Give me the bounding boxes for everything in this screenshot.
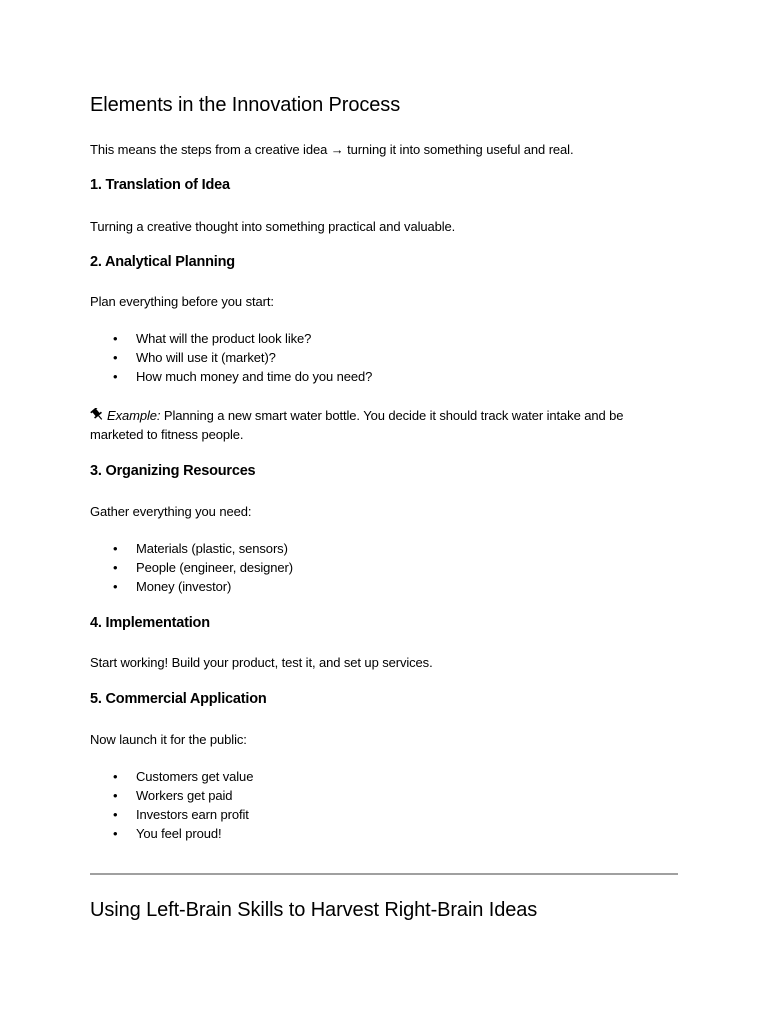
section-text-translation: Turning a creative thought into something practical and valuable.	[90, 219, 456, 234]
bullet-icon: •	[113, 579, 118, 594]
section-text-planning: Plan everything before you start:	[90, 294, 274, 309]
bullet-icon: •	[113, 350, 118, 365]
list-item: • You feel proud!	[113, 826, 222, 841]
section-text-commercial: Now launch it for the public:	[90, 732, 247, 747]
pushpin-icon	[90, 406, 105, 425]
list-item: • Customers get value	[113, 769, 254, 784]
bullet-icon: •	[113, 788, 118, 803]
example-label: Example:	[107, 408, 161, 423]
intro-paragraph: This means the steps from a creative idea → turning it into something useful and real.	[90, 142, 574, 157]
list-item: • What will the product look like?	[113, 331, 312, 346]
list-item: • How much money and time do you need?	[113, 369, 373, 384]
example-paragraph	[90, 406, 680, 444]
section-heading-commercial: 5. Commercial Application	[90, 691, 267, 707]
section-heading-resources: 3. Organizing Resources	[90, 463, 256, 479]
section-heading-planning: 2. Analytical Planning	[90, 254, 235, 270]
bullet-icon: •	[113, 369, 118, 384]
example-text: Planning a new smart water bottle. You decide it should track water intake and be marketed to fitness people.	[90, 408, 624, 442]
page-title: Elements in the Innovation Process	[90, 94, 401, 116]
bullet-icon: •	[113, 560, 118, 575]
bullet-icon: •	[113, 331, 118, 346]
bullet-icon: •	[113, 541, 118, 556]
bullet-icon: •	[113, 807, 118, 822]
list-item: • People (engineer, designer)	[113, 560, 294, 575]
section-text-implementation: Start working! Build your product, test it, and set up services.	[90, 655, 433, 670]
list-item: • Workers get paid	[113, 788, 233, 803]
list-item: • Materials (plastic, sensors)	[113, 541, 288, 556]
resources-list	[90, 539, 293, 596]
commercial-list	[90, 767, 253, 843]
section-text-resources: Gather everything you need:	[90, 504, 252, 519]
list-item: • Investors earn profit	[113, 807, 249, 822]
bullet-icon: •	[113, 769, 118, 784]
bullet-icon: •	[113, 826, 118, 841]
list-item: • Who will use it (market)?	[113, 350, 276, 365]
horizontal-rule	[90, 873, 678, 875]
planning-list	[90, 329, 372, 386]
list-item: • Money (investor)	[113, 579, 232, 594]
section-heading-translation: 1. Translation of Idea	[90, 177, 230, 193]
second-title: Using Left-Brain Skills to Harvest Right-Brain Ideas	[90, 899, 538, 921]
section-heading-implementation: 4. Implementation	[90, 615, 210, 631]
